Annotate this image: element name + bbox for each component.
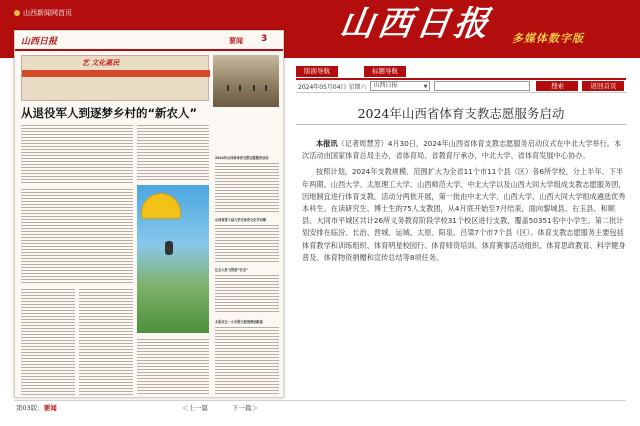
article-title: 2024年山西省体育支教志愿服务启动 bbox=[357, 106, 565, 121]
brand-subtitle: 多媒体数字版 bbox=[512, 32, 584, 45]
figure-person bbox=[227, 85, 229, 91]
prev-article-link[interactable]: ＜上一篇 bbox=[182, 404, 208, 412]
paper-select-value: 山西日报 bbox=[373, 82, 398, 89]
issue-date: 2024年05月04日 星期六 bbox=[298, 83, 367, 91]
article-body bbox=[302, 138, 626, 268]
article-column-text[interactable] bbox=[137, 337, 209, 395]
brand-logo: 山西日报 bbox=[337, 4, 495, 44]
article-column-text[interactable] bbox=[137, 123, 209, 181]
article-paragraph-text: （记者周慧芳）4月30日，2024年山西省体育支教志愿服务启动仪式在中北大学举行。本次活动由国家体育总局主办，省体育局、省教育厅承办，中北大学、省体育发展中心协办。 bbox=[302, 139, 622, 161]
article-column-text[interactable] bbox=[215, 223, 279, 263]
masthead-page-number: 3 bbox=[261, 34, 268, 44]
article-column-text[interactable] bbox=[215, 273, 279, 313]
article-column-text[interactable] bbox=[215, 161, 279, 213]
paraglider-pilot bbox=[165, 241, 173, 255]
figure-person bbox=[265, 85, 267, 91]
banner-ad-text: 艺 文化惠民 bbox=[82, 59, 120, 67]
mini-headline[interactable]: 山西省第十届大学生体育文化节启幕 bbox=[215, 218, 266, 222]
next-article-link[interactable]: 下一篇＞ bbox=[232, 404, 258, 412]
tab-page-nav[interactable]: 版面导航 bbox=[296, 66, 338, 77]
footer-divider bbox=[14, 400, 626, 401]
photo-paragliding[interactable] bbox=[137, 185, 209, 333]
figure-person bbox=[253, 85, 255, 91]
article-divider bbox=[296, 124, 626, 125]
newspaper-page-thumbnail[interactable] bbox=[14, 30, 284, 398]
article-lead-tag: 本报讯 bbox=[316, 139, 338, 148]
figure-person bbox=[239, 85, 241, 91]
page-label-prefix: 第03版： bbox=[16, 404, 44, 412]
mini-headline[interactable]: 太原市五一小长假文旅消费创新高 bbox=[215, 320, 263, 324]
search-button[interactable]: 搜索 bbox=[536, 81, 578, 91]
article-column-text[interactable] bbox=[21, 123, 133, 183]
masthead-logo: 山西日报 bbox=[21, 37, 58, 47]
search-input[interactable] bbox=[434, 81, 530, 91]
banner-stripe bbox=[22, 70, 210, 77]
article-column-text[interactable] bbox=[21, 187, 133, 283]
home-link-label: 山西新闻网首页 bbox=[23, 9, 72, 17]
page-headline[interactable]: 从退役军人到逐梦乡村的“新农人” bbox=[21, 106, 198, 120]
page-banner-ad[interactable] bbox=[21, 55, 209, 101]
chevron-down-icon: ▼ bbox=[423, 84, 428, 90]
search-divider bbox=[296, 92, 626, 93]
page-masthead bbox=[15, 31, 284, 51]
paper-select[interactable] bbox=[370, 81, 430, 91]
page-label bbox=[16, 403, 57, 412]
article-paragraph: 按照计划，2024年支教规模、范围扩大为全省11个市11个县（区）各6所学校，分上半年、下半年两期。山西大学、太原理工大学、山西师范大学、中北大学以及山西大同大学组成支教志愿服务团，因地制宜进行体育支教。活动分两批开展，第一批由中北大学、山西大学、山西大同大学组成遴选优秀本科生、在读研究生、博士生的75人支教团，从4月底开始至7月结束，面向黎城县、右玉县、和顺县、大同市平城区共计26所义务教育阶段学校31个校区进行支教，覆盖50351名中小学生。第二批计划安排在临汾、长治、晋城、运城、太原、阳泉、吕梁7个市7个县（区）。体育支教志愿服务主要包括体育教学和训练组织、体育明星校园行、体育师资培训、体育赛事活动组织、体育思政教育、科学健身普及、体育物资捐赠和宣传总结等8项任务。 bbox=[302, 167, 626, 262]
search-bar bbox=[296, 80, 626, 92]
article-column-text[interactable] bbox=[21, 287, 75, 395]
mini-headline[interactable]: 让无人机飞得更“安全” bbox=[215, 268, 248, 272]
tab-title-nav[interactable]: 标题导航 bbox=[364, 66, 406, 77]
page-label-name[interactable]: 要闻 bbox=[43, 404, 57, 412]
paraglider-wing bbox=[141, 193, 181, 219]
nav-tabs bbox=[296, 66, 406, 77]
article-column-text[interactable] bbox=[215, 325, 279, 395]
back-home-button[interactable]: 返回首页 bbox=[582, 81, 624, 91]
article-column-text[interactable] bbox=[79, 287, 133, 395]
photo-farm-field[interactable] bbox=[213, 55, 279, 107]
home-link[interactable] bbox=[14, 8, 72, 18]
article-paragraph bbox=[302, 138, 626, 162]
masthead-section: 要闻 bbox=[229, 37, 243, 45]
home-icon bbox=[14, 10, 20, 16]
mini-headline[interactable]: 2024年山西省体育支教志愿服务启动 bbox=[215, 156, 269, 160]
